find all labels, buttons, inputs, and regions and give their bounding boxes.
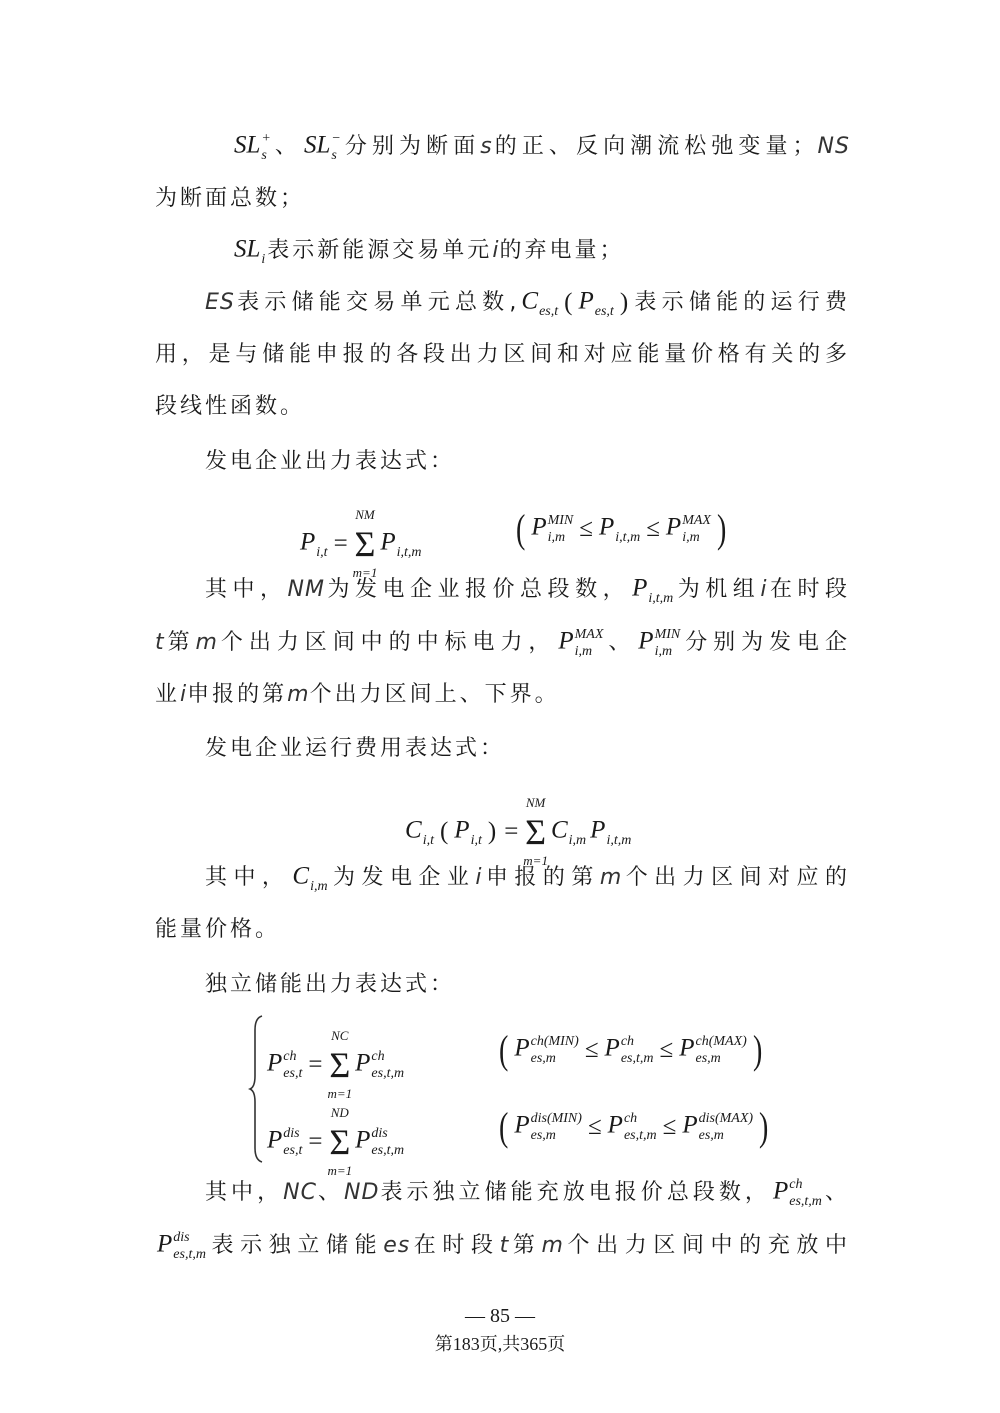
subscript: es,t,m [371, 1066, 405, 1081]
text-run: 为发电企业报价总段数， [324, 577, 631, 602]
superscript: dis(MIN) [530, 1111, 582, 1126]
math-operator: ≤ [646, 515, 660, 542]
superscript: MIN [654, 627, 681, 642]
text-run: 个出力区间中的中标电力， [217, 630, 557, 655]
scripts [615, 512, 640, 546]
math-variable [666, 512, 711, 546]
text-run: 分别为发电企 [682, 630, 850, 655]
scripts [606, 815, 631, 849]
text-run: 申报的第 [482, 865, 600, 890]
paragraph-line [155, 675, 560, 715]
sum-upper-limit: NC [331, 1028, 349, 1043]
inline-variable: i [180, 682, 188, 707]
variable-base: P [531, 513, 547, 541]
text-run: 在时段 [767, 577, 850, 602]
sigma-symbol: Σ [329, 1122, 351, 1162]
paragraph-line [155, 179, 305, 219]
variable-base: P [599, 513, 615, 541]
math-variable [405, 815, 434, 849]
scripts [471, 815, 482, 849]
scripts [261, 130, 270, 164]
math-variable [234, 130, 271, 164]
math-variable [355, 1125, 404, 1159]
scripts [423, 815, 434, 849]
inline-variable: i [475, 865, 483, 890]
variable-base: P [772, 1177, 789, 1205]
text-run: 其中， [205, 577, 288, 602]
math-variable [292, 861, 327, 895]
math-variable [551, 815, 586, 849]
paragraph-line [205, 965, 455, 1005]
superscript: ch [789, 1177, 803, 1192]
subscript: i,m [682, 530, 700, 545]
variable-base: P [632, 574, 648, 602]
inline-variable: ND [344, 1180, 380, 1205]
scripts [569, 815, 587, 849]
variable-base: P [590, 816, 606, 844]
text-run: 第 [509, 1233, 542, 1258]
sigma-symbol: Σ [329, 1045, 351, 1085]
variable-base: P [454, 816, 470, 844]
scripts [261, 234, 265, 268]
math-operator: = [333, 530, 348, 557]
inline-variable: m [541, 1233, 564, 1258]
scripts [575, 626, 604, 660]
scripts [331, 130, 340, 164]
text-run: 、 [272, 134, 302, 159]
scripts [371, 1125, 404, 1159]
variable-base: P [514, 1111, 530, 1139]
superscript: ch [283, 1049, 297, 1064]
formula-discharge-sum [265, 1105, 406, 1178]
text-run: 的弃电量； [499, 238, 625, 263]
superscript [648, 573, 673, 590]
paragraph-line [155, 858, 850, 898]
math-operator: = [308, 1128, 323, 1155]
variable-base: P [578, 287, 594, 315]
subscript: i,t [316, 545, 328, 560]
variable-base: SL [234, 131, 261, 159]
scripts [655, 626, 681, 660]
inline-variable: i [492, 238, 500, 263]
scripts [648, 573, 673, 607]
inline-variable: NC [283, 1180, 317, 1205]
subscript: es,t,m [623, 1128, 657, 1143]
inline-variable: i [760, 577, 768, 602]
formula-output-bounds [512, 506, 730, 551]
page-number: — 85 — [465, 1305, 535, 1327]
text-run: 申报的第 [187, 682, 288, 707]
math-variable [773, 1176, 822, 1210]
text-run: 、 [823, 1180, 850, 1205]
text-run: 表示储能的运行费 [632, 290, 850, 315]
scripts [621, 1033, 654, 1067]
inline-variable: t [499, 1233, 510, 1258]
subscript: es,t,m [173, 1247, 206, 1262]
math-variable [638, 626, 680, 660]
variable-base: C [521, 287, 539, 315]
superscript [471, 815, 482, 832]
paragraph-line [155, 283, 850, 323]
math-variable [682, 1110, 753, 1144]
math-variable [267, 1048, 302, 1082]
superscript [539, 286, 558, 303]
scripts [682, 512, 711, 546]
variable-base: P [355, 1126, 371, 1154]
text-run: 表示储能交易单元总数, [234, 290, 520, 315]
superscript: ch(MIN) [530, 1034, 579, 1049]
subscript: i,t [422, 833, 434, 848]
text-run: 表示独立储能充放电报价总段数， [379, 1180, 771, 1205]
variable-base: P [380, 528, 396, 556]
math-variable [590, 815, 631, 849]
subscript: es,t,m [620, 1051, 654, 1066]
math-operator: ( [439, 818, 449, 845]
variable-base: P [558, 627, 574, 655]
math-paren: ( [515, 506, 526, 551]
text-run: 为发电企业 [329, 865, 476, 890]
math-variable [454, 815, 482, 849]
variable-base: P [682, 1111, 698, 1139]
subscript: s [261, 148, 267, 163]
scripts [173, 1229, 206, 1263]
scripts [371, 1048, 404, 1082]
math-variable [599, 512, 640, 546]
sigma-symbol: Σ [525, 812, 547, 852]
math-variable [578, 286, 613, 320]
math-paren: ( [498, 1027, 509, 1072]
variable-base: SL [234, 235, 261, 263]
text-run: 个出力区间中的充放中 [563, 1233, 850, 1258]
superscript: dis [283, 1126, 300, 1141]
paragraph-line [155, 1226, 850, 1266]
scripts [624, 1110, 657, 1144]
math-variable [234, 234, 265, 268]
superscript [397, 527, 422, 544]
text-run: 、 [316, 1180, 345, 1205]
inline-variable: NS [817, 134, 850, 159]
superscript: MAX [682, 513, 711, 528]
math-variable [300, 527, 328, 561]
math-paren: ) [759, 1104, 769, 1149]
text-run: 独立储能出力表达式： [205, 972, 456, 997]
superscript: ch(MAX) [695, 1034, 747, 1049]
superscript [310, 861, 328, 878]
paragraph-line [155, 570, 850, 610]
math-variable [608, 1110, 657, 1144]
inline-variable: s [480, 134, 493, 159]
paragraph-line [155, 910, 280, 950]
text-run: 能量价格。 [155, 917, 281, 942]
subscript: es,t [594, 304, 614, 319]
paragraph-line [205, 729, 505, 769]
scripts [539, 286, 558, 320]
summation [327, 1028, 352, 1102]
subscript: es,t [283, 1143, 303, 1158]
superscript [569, 815, 587, 832]
inline-variable: m [287, 682, 310, 707]
variable-base: P [665, 513, 682, 541]
subscript: es,t [539, 304, 559, 319]
variable-base: P [514, 1034, 530, 1062]
math-operator: ≤ [659, 1036, 674, 1063]
paragraph-line [155, 387, 305, 427]
math-variable [304, 130, 341, 164]
scripts [789, 1176, 822, 1210]
variable-base: C [292, 862, 310, 890]
math-variable [267, 1125, 302, 1159]
math-variable [531, 512, 573, 546]
math-operator: ≤ [579, 515, 594, 542]
sum-upper-limit: ND [330, 1105, 349, 1120]
superscript [615, 512, 640, 529]
variable-base: P [679, 1034, 695, 1062]
variable-base: P [638, 627, 654, 655]
superscript [316, 527, 327, 544]
text-run: 的正、反向潮流松弛变量； [492, 134, 818, 159]
sum-lower-limit: m=1 [523, 853, 548, 868]
subscript: es,m [695, 1051, 721, 1066]
paragraph-line [155, 623, 850, 663]
text-run: 其中， [205, 865, 291, 890]
superscript: + [261, 131, 271, 146]
variable-base: P [604, 1034, 620, 1062]
subscript: i,t,m [648, 591, 674, 606]
subscript: es,m [530, 1051, 556, 1066]
superscript: dis [173, 1230, 190, 1245]
math-operator: ) [487, 818, 497, 845]
paragraph-line [205, 442, 455, 482]
paragraph-line [155, 1173, 850, 1213]
variable-base: P [300, 528, 316, 556]
text-run: 发电企业出力表达式： [205, 449, 456, 474]
superscript [261, 234, 265, 251]
scripts [696, 1033, 747, 1067]
paragraph-line [232, 231, 624, 271]
superscript: ch [371, 1049, 385, 1064]
subscript: i,t,m [615, 530, 641, 545]
text-run: 段线性函数。 [155, 394, 306, 419]
scripts [283, 1048, 302, 1082]
math-variable [157, 1229, 206, 1263]
text-run: 个出力区间上、下界。 [309, 682, 560, 707]
subscript: es,m [530, 1128, 556, 1143]
subscript: i,t,m [606, 833, 632, 848]
math-operator: ≤ [587, 1113, 602, 1140]
scripts [316, 527, 327, 561]
subscript: s [331, 148, 337, 163]
text-run: 发电企业运行费用表达式： [205, 736, 506, 761]
scripts [548, 512, 574, 546]
inline-variable: es [383, 1233, 411, 1258]
superscript: dis [371, 1126, 388, 1141]
text-run: 其中， [205, 1180, 284, 1205]
formula-output-sum [298, 507, 424, 580]
formula-cost [403, 795, 633, 868]
inline-variable: NM [287, 577, 325, 602]
math-operator: ≤ [662, 1113, 677, 1140]
subscript: i,m [574, 644, 593, 659]
text-run: 第 [164, 630, 196, 655]
left-brace [248, 1014, 264, 1164]
superscript [423, 815, 434, 832]
text-run: 表示新能源交易单元 [267, 238, 493, 263]
subscript: i,t,m [396, 545, 422, 560]
summation [327, 1105, 352, 1179]
subscript: es,t,m [789, 1194, 822, 1209]
superscript: dis(MAX) [698, 1111, 754, 1126]
math-operator: = [504, 818, 519, 845]
superscript: ch [623, 1111, 638, 1126]
scripts [699, 1110, 753, 1144]
scripts [595, 286, 614, 320]
text-run: 为机组 [675, 577, 761, 602]
paragraph-line [155, 335, 850, 375]
sum-lower-limit: m=1 [327, 1163, 353, 1178]
scripts [283, 1125, 302, 1159]
math-variable [558, 626, 603, 660]
subscript: es,t [283, 1066, 303, 1081]
inline-variable: ES [205, 290, 235, 315]
text-run: 用，是与储能申报的各段出力区间和对应能量价格有关的多 [155, 342, 850, 367]
superscript [595, 286, 614, 303]
subscript: i,m [310, 879, 328, 894]
superscript: MAX [574, 627, 604, 642]
math-operator: = [308, 1051, 323, 1078]
text-run: 为断面总数； [155, 186, 306, 211]
formula-charge-sum [265, 1028, 406, 1101]
subscript: es,m [698, 1128, 724, 1143]
text-run: 表示独立储能 [207, 1233, 384, 1258]
superscript: ch [620, 1034, 635, 1049]
scripts [531, 1110, 582, 1144]
math-variable [380, 527, 421, 561]
formula-charge-bounds [495, 1027, 766, 1072]
math-operator: ( [564, 289, 573, 316]
variable-base: P [267, 1049, 283, 1077]
math-variable [514, 1033, 578, 1067]
variable-base: C [550, 816, 568, 844]
text-run: 个出力区间对应的 [622, 865, 850, 890]
inline-variable: m [599, 865, 623, 890]
variable-base: P [607, 1111, 623, 1139]
subscript: i,m [654, 644, 673, 659]
math-paren: ( [498, 1104, 509, 1149]
scripts [397, 527, 422, 561]
math-variable [521, 286, 558, 320]
inline-variable: t [155, 630, 165, 655]
math-variable [605, 1033, 654, 1067]
subscript: i,t [470, 833, 482, 848]
text-run: 分别为断面 [342, 134, 481, 159]
subscript: es,t,m [371, 1143, 405, 1158]
formula-discharge-bounds [495, 1104, 772, 1149]
math-variable [514, 1110, 582, 1144]
subscript: i,m [547, 530, 566, 545]
variable-base: C [405, 816, 422, 844]
subscript: i [261, 252, 266, 267]
scripts [310, 861, 328, 895]
text-run: 、 [605, 630, 637, 655]
sigma-symbol: Σ [354, 524, 376, 564]
sum-lower-limit: m=1 [327, 1086, 353, 1101]
superscript: − [331, 131, 341, 146]
paragraph-line [155, 127, 850, 167]
math-operator: ≤ [584, 1036, 599, 1063]
math-operator: ) [619, 289, 629, 316]
variable-base: SL [304, 131, 331, 159]
superscript: MIN [547, 513, 574, 528]
scripts [531, 1033, 579, 1067]
page-info: 第183页,共365页 [434, 1334, 566, 1354]
sum-lower-limit: m=1 [352, 565, 378, 580]
text-run: 在时段 [410, 1233, 500, 1258]
text-run: 业 [155, 682, 181, 707]
superscript [606, 815, 631, 832]
math-variable [679, 1033, 747, 1067]
sum-upper-limit: NM [355, 507, 375, 522]
math-paren: ) [752, 1027, 763, 1072]
variable-base: P [157, 1230, 173, 1258]
variable-base: P [355, 1049, 371, 1077]
subscript: i,m [568, 833, 587, 848]
sum-upper-limit: NM [525, 795, 546, 810]
math-paren: ) [716, 506, 727, 551]
math-variable [632, 573, 673, 607]
inline-variable: m [195, 630, 218, 655]
variable-base: P [267, 1126, 283, 1154]
math-variable [355, 1048, 404, 1082]
